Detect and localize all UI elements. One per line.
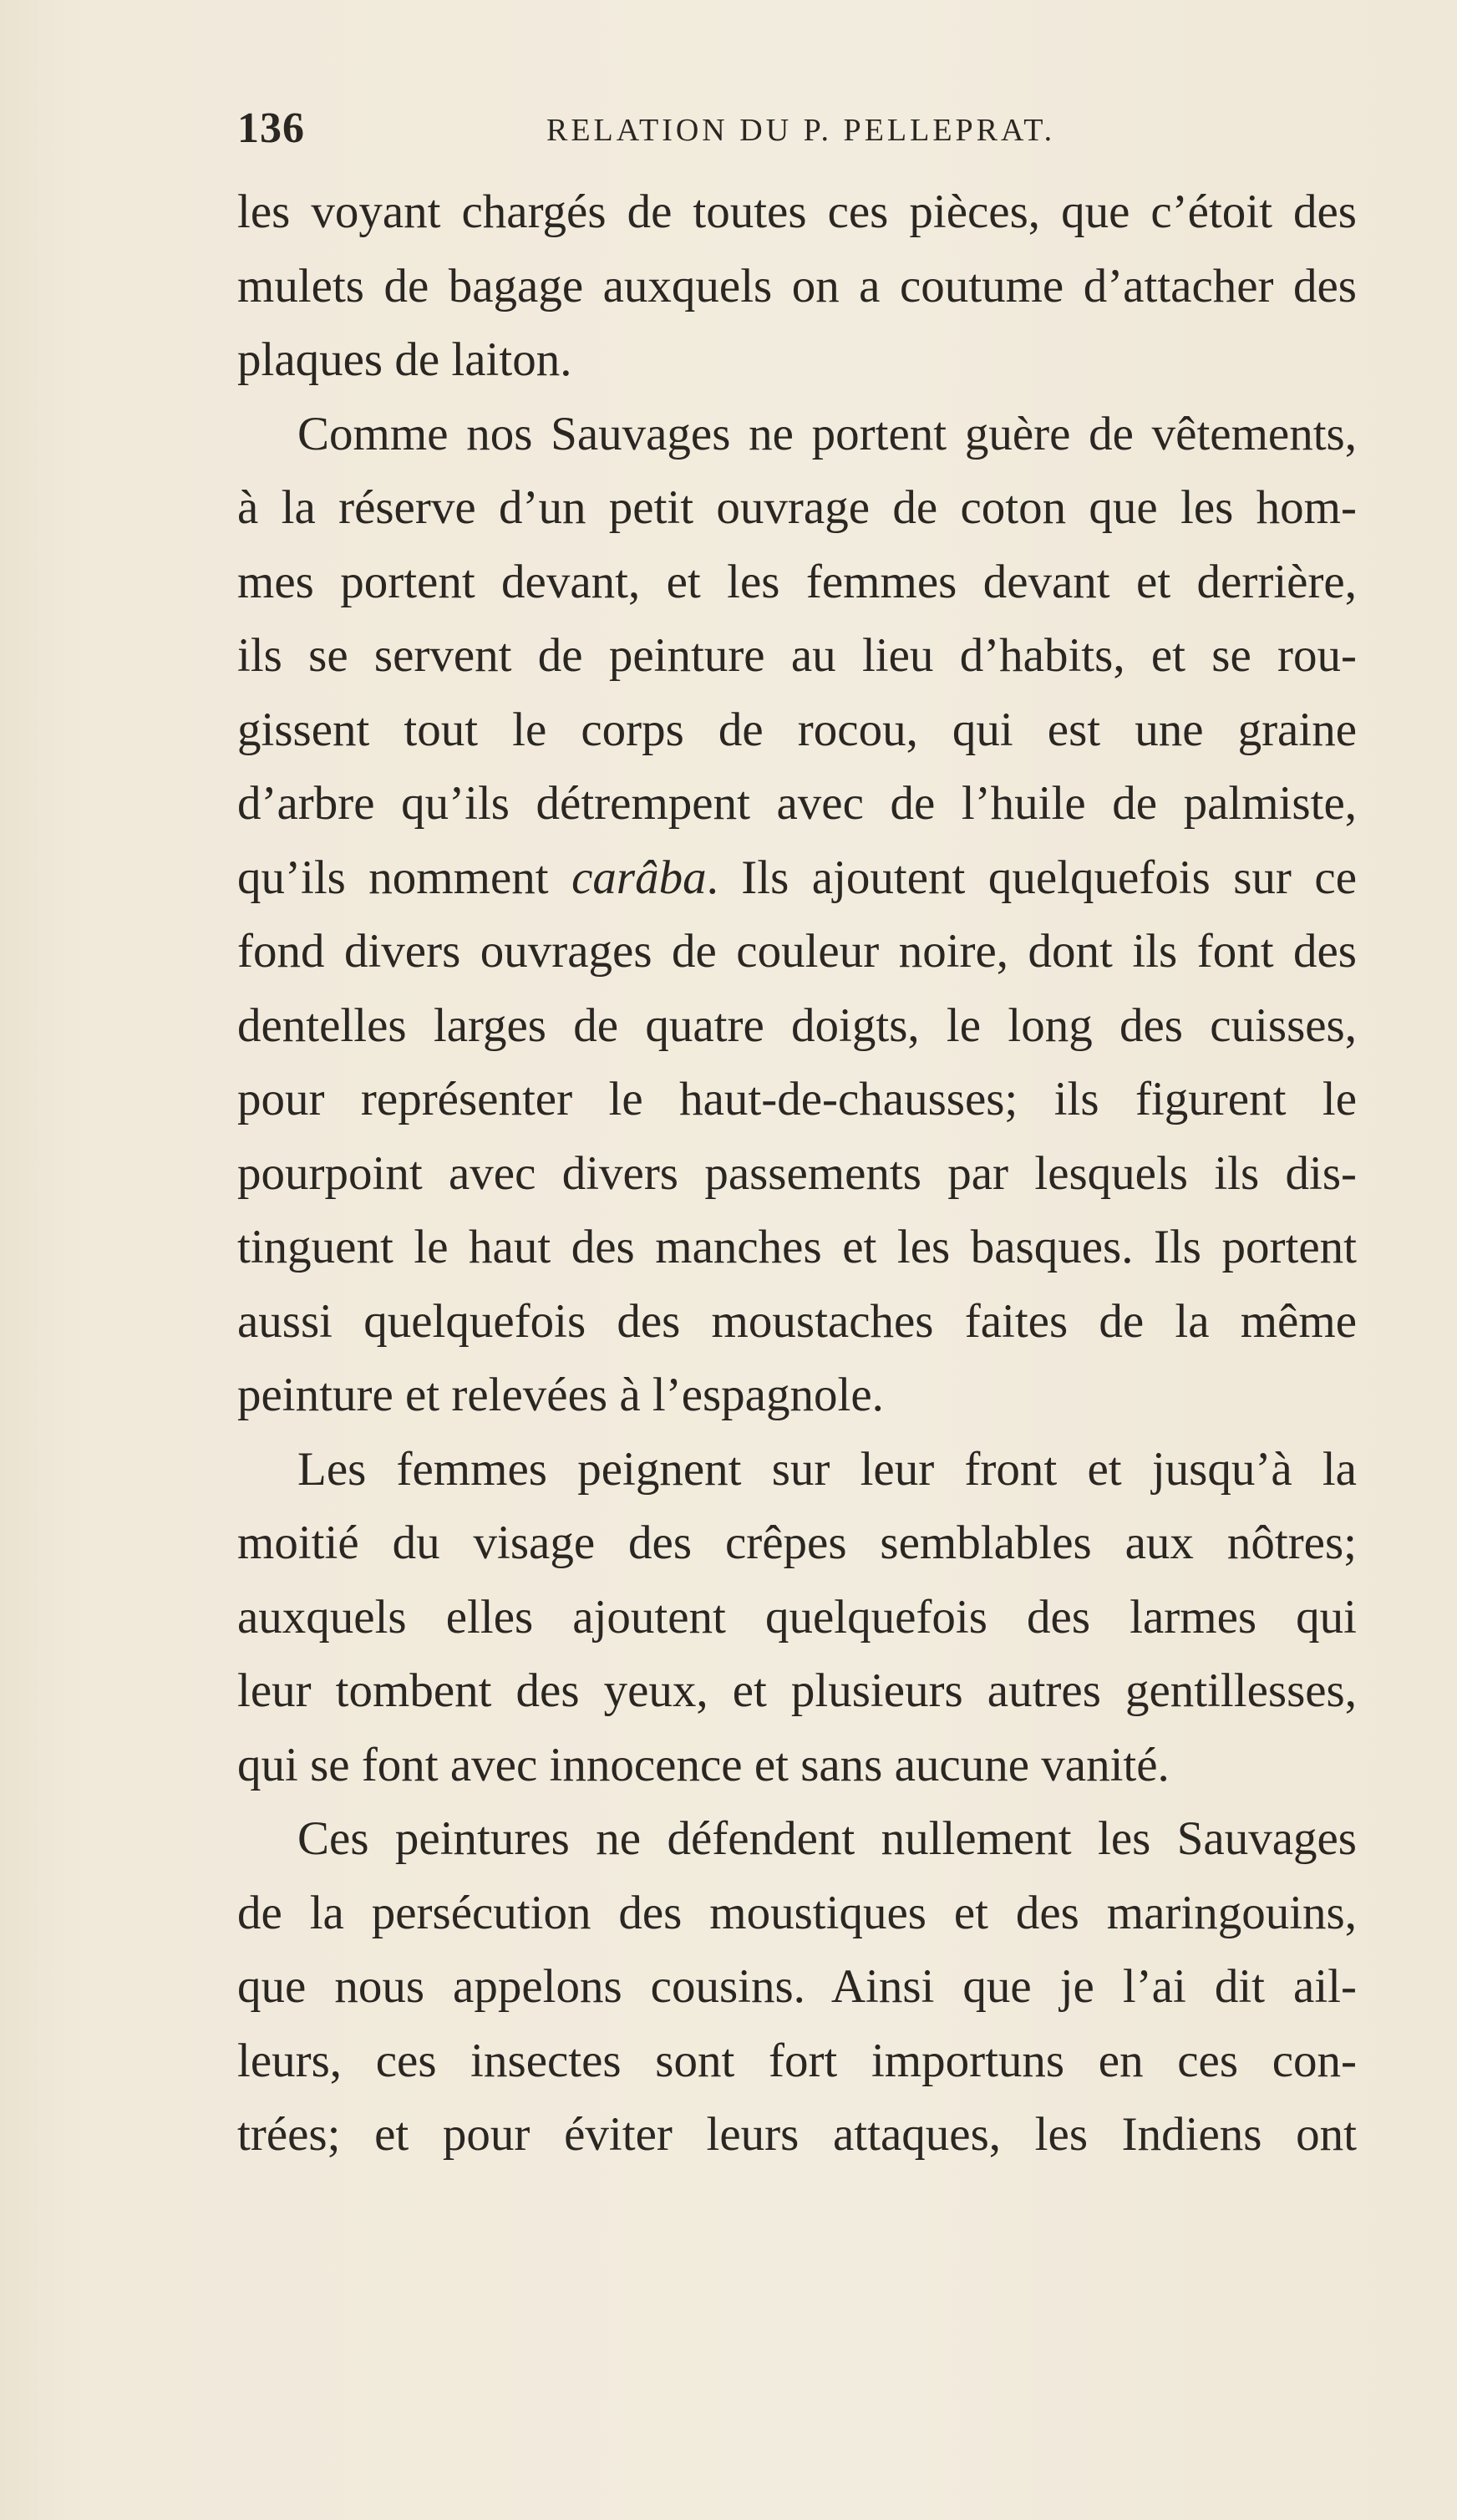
text-span: . Ils ajoutent quelquefois sur ce — [706, 851, 1357, 904]
text-line: moitié du visage des crêpes semblables aux nôtres; — [237, 1517, 1357, 1569]
text-line: plaques de laiton. — [237, 333, 572, 386]
text-line: pourpoint avec divers passements par lesquels ils dis- — [237, 1146, 1357, 1200]
text-line: Ces peintures ne défendent nullement les Sauvages — [297, 1812, 1357, 1865]
text-span: qu’ils nomment — [237, 851, 572, 904]
text-line: pour représenter le haut-de-chausses; ils figurent le — [237, 1073, 1357, 1125]
text-line: peinture et relevées à l’espagnole. — [237, 1369, 884, 1421]
text-line: trées; et pour éviter leurs attaques, les Indiens ont — [237, 2108, 1357, 2161]
text-line: dentelles larges de quatre doigts, le long des cuisses, — [237, 998, 1357, 1052]
text-line: ils se servent de peinture au lieu d’habits, et se rou- — [237, 629, 1357, 682]
text-line: mes portent devant, et les femmes devant et derrière, — [237, 555, 1357, 608]
text-line: de la persécution des moustiques et des maringouins, — [237, 1886, 1357, 1939]
running-title: RELATION DU P. PELLEPRAT. — [546, 113, 1056, 148]
text-line: fond divers ouvrages de couleur noire, dont ils font des — [237, 925, 1357, 978]
text-line: les voyant chargés de toutes ces pièces, que c’étoit des — [237, 185, 1357, 238]
page-number: 136 — [237, 104, 305, 152]
body-text — [237, 175, 1357, 2172]
text-line: tinguent le haut des manches et les basques. Ils portent — [237, 1221, 1357, 1273]
text-line: d’arbre qu’ils détrempent avec de l’huile de palmiste, — [237, 777, 1357, 830]
text-line: Comme nos Sauvages ne portent guère de vêtements, — [297, 407, 1357, 460]
running-head — [237, 104, 1357, 162]
text-line: gissent tout le corps de rocou, qui est une graine — [237, 703, 1357, 756]
text-line: leur tombent des yeux, et plusieurs autres gentillesses, — [237, 1664, 1357, 1717]
text-line: aussi quelquefois des moustaches faites de la même — [237, 1294, 1357, 1348]
text-line: à la réserve d’un petit ouvrage de coton que les hom- — [237, 481, 1357, 534]
text-line — [237, 841, 1357, 916]
text-line: qui se font avec innocence et sans aucune vanité. — [237, 1738, 1170, 1791]
text-line: Les femmes peignent sur leur front et jusqu’à la — [297, 1442, 1357, 1496]
text-line: leurs, ces insectes sont fort importuns en ces con- — [237, 2034, 1357, 2087]
text-line: que nous appelons cousins. Ainsi que je l’ai dit ail- — [237, 1960, 1357, 2013]
text-line: mulets de bagage auxquels on a coutume d’attacher des — [237, 259, 1357, 312]
text-line: auxquels elles ajoutent quelquefois des larmes qui — [237, 1590, 1357, 1644]
italic-term: carâba — [571, 851, 707, 904]
